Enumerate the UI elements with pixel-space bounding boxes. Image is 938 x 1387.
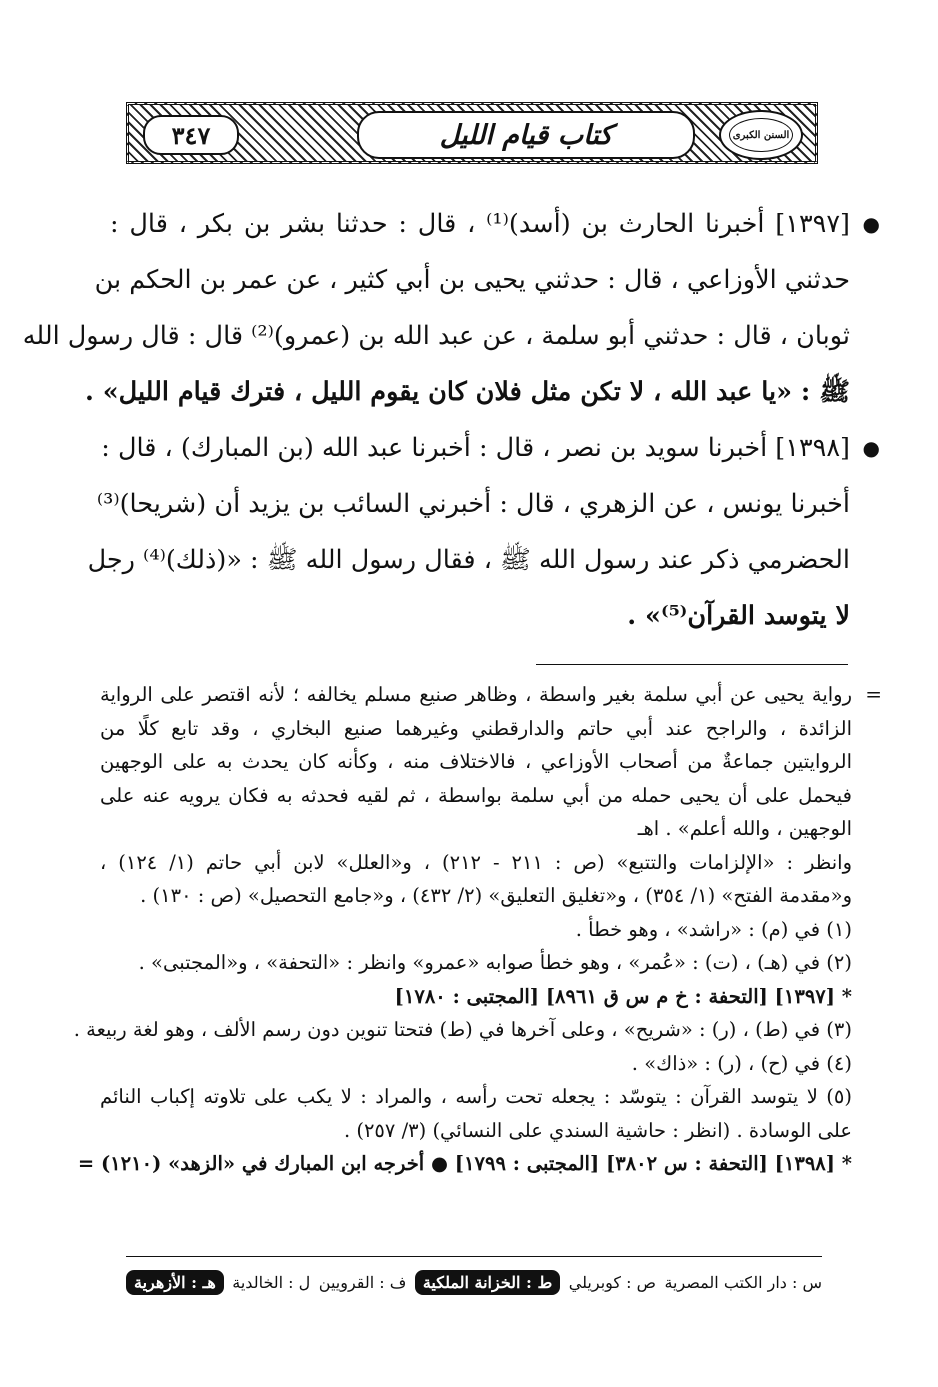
siglum: ص : كوبريلي	[568, 1272, 656, 1292]
hadith-1398	[87, 420, 880, 644]
hadith-line: [١٣٩٧] أخبرنا الحارث بن (أسد)⁽¹⁾ ، قال : حدثنا بشر بن بكر ، قال :	[110, 209, 850, 239]
page-number: ٣٤٧	[143, 115, 239, 155]
hadith-line: الحضرمي ذكر عند رسول الله ﷺ ، فقال رسول الله ﷺ : «(ذلك)⁽⁴⁾ رجل	[87, 545, 850, 575]
chapter-title: كتاب قيام الليل	[357, 111, 695, 159]
hadith-line: حدثني الأوزاعي ، قال : حدثني يحيى بن أبي كثير ، عن عمر بن الحكم بن	[94, 265, 850, 295]
continuation-mark: =	[865, 682, 882, 706]
footnote-line: و«مقدمة الفتح» (١/ ٣٥٤) ، و«تغليق التعليق» (٢/ ٤٣٢) ، و«جامع التحصيل» (ص : ١٣٠) .	[140, 884, 852, 907]
footnote-line: الزائدة ، والراجح عند أبي حاتم والدارقطني وغيرهما صنيع البخاري ، وقد تابع كلًا من	[100, 716, 852, 740]
header-ornament	[129, 105, 815, 161]
tuhfa-reference: * [١٣٩٨] [التحفة : س ٣٨٠٢] [المجتبى : ١٧٩٩] ● أخرجه ابن المبارك في «الزهد» (١٢١٠) =	[77, 1152, 852, 1175]
book-emblem	[719, 110, 803, 160]
footnotes	[73, 678, 882, 1181]
tuhfa-reference: * [١٣٩٧] [التحفة : خ م س ق ٨٩٦١] [المجتبى : ١٧٨٠]	[394, 984, 852, 1008]
hadith-line: لا يتوسد القرآن⁽⁵⁾» .	[627, 601, 850, 631]
footnote-line: فيحمل على أن يحيى حمله من أبي سلمة بواسطة ، ثم لقيه فحدثه به فكان يرويه عنه على	[100, 783, 852, 807]
hadith-line: أخبرنا يونس ، عن الزهري ، قال : أخبرني السائب بن يزيد أن (شريحا)⁽³⁾	[96, 489, 850, 519]
footnote-line: (٢) في (هـ) ، (ت) : «عُمر» ، وهو خطأ صوابه «عمرو» وانظر : «التحفة» ، و«المجتبى» .	[138, 951, 852, 974]
footnote-line: (١) في (م) : «راشد» ، وهو خطأ .	[575, 917, 852, 941]
hadith-line: ثوبان ، قال : حدثني أبو سلمة ، عن عبد الله بن (عمرو)⁽²⁾ قال : قال رسول الله	[22, 321, 850, 351]
bottom-rule	[126, 1256, 822, 1257]
main-text	[22, 196, 880, 644]
footnote-line: الروايتين جماعةٌ من أصحاب الأوزاعي ، فالاختلاف منه ، وكأنه كان يحدث به على الوجهين	[100, 750, 852, 773]
siglum: ف : القرويين	[318, 1272, 407, 1292]
bullet-icon: ●	[862, 436, 880, 460]
manuscript-sigla	[126, 1266, 822, 1298]
siglum-highlighted: ط : الخزانة الملكية	[415, 1270, 560, 1295]
footnote-line: (٤) في (ح) ، (ر) : «ذاك» .	[631, 1051, 852, 1075]
footnote-line: رواية يحيى عن أبي سلمة بغير واسطة ، وظاهر صنيع مسلم يخالفه ؛ لأنه اقتصر على الرواية	[100, 683, 852, 706]
footnote-line: الوجهين ، والله أعلم» . اهـ	[637, 817, 852, 840]
hadith-line: ﷺ : «يا عبد الله ، لا تكن مثل فلان كان يقوم الليل ، فترك قيام الليل» .	[84, 377, 850, 407]
footnote-line: وانظر : «الإلزامات والتتبع» (ص : ٢١١ - ٢١٢) ، و«العلل» لابن أبي حاتم (١/ ١٢٤) ،	[100, 850, 852, 874]
footnote-line: (٣) في (ط) ، (ر) : «شريح» ، وعلى آخرها في (ط) فتحتا تنوين دون رسم الألف ، وهو لغة ربيعة .	[73, 1018, 852, 1041]
footnote-separator	[536, 664, 848, 665]
header-banner	[126, 102, 818, 164]
hadith-1397	[22, 196, 880, 420]
footnote-line: (٥) لا يتوسد القرآن : يتوسّد : يجعله تحت رأسه ، والمراد : لا يكب على تلاوته إكباب النائم	[100, 1085, 852, 1108]
emblem-text: السنن الكبرى	[729, 118, 793, 152]
siglum: س : دار الكتب المصرية	[664, 1272, 822, 1292]
hadith-line: [١٣٩٨] أخبرنا سويد بن نصر ، قال : أخبرنا عبد الله (بن المبارك) ، قال :	[101, 433, 850, 463]
bullet-icon: ●	[862, 212, 880, 236]
siglum-highlighted: هـ : الأزهرية	[126, 1270, 224, 1295]
footnote-line: على الوسادة . (انظر : حاشية السندي على النسائي) (٣/ ٢٥٧) .	[343, 1118, 852, 1142]
siglum: ل : الخالدية	[232, 1272, 311, 1292]
